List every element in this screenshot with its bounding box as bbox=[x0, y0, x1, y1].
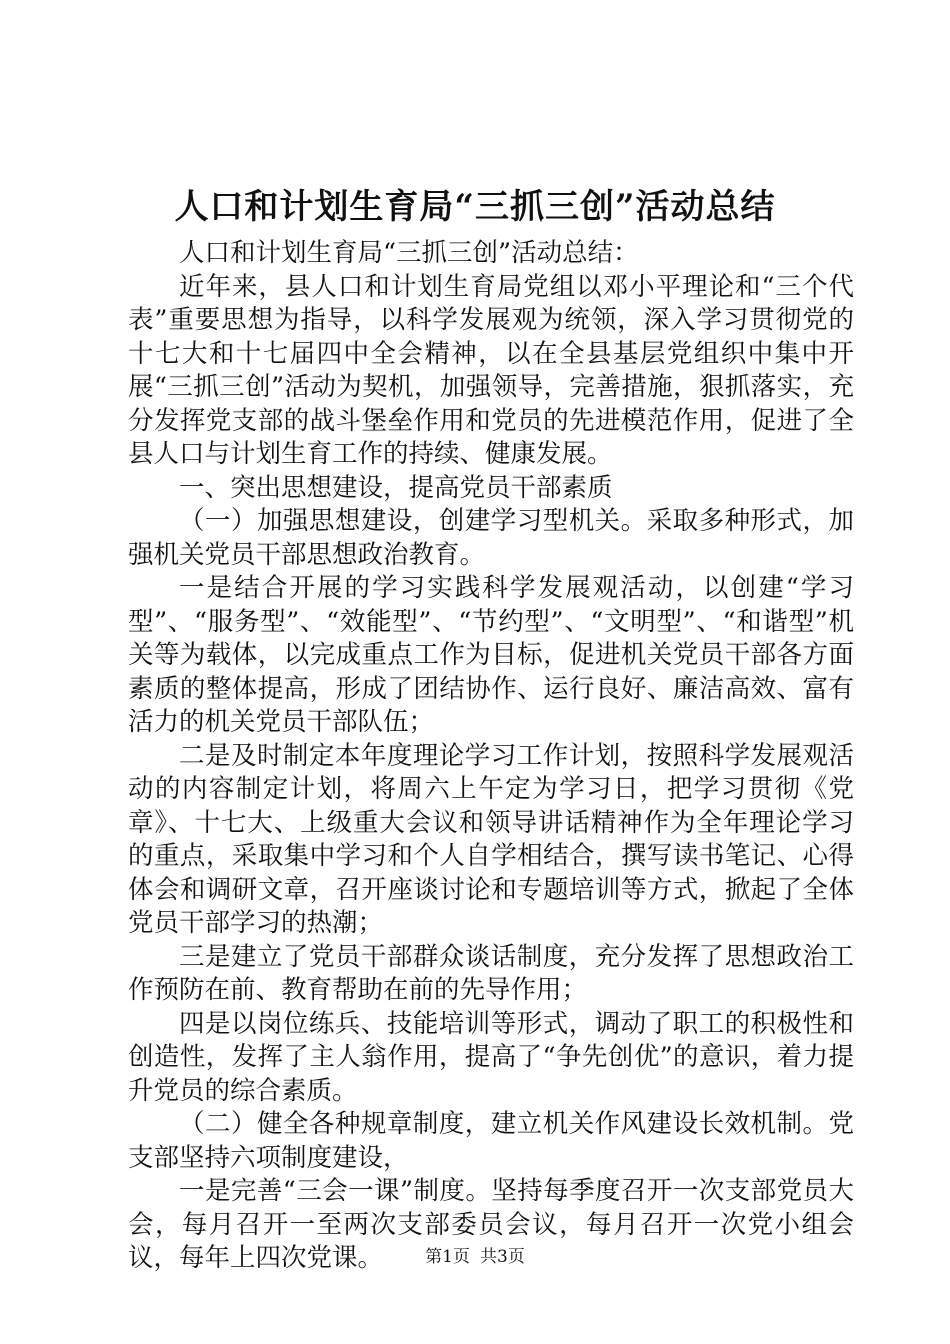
paragraph-item-2: 二是及时制定本年度理论学习工作计划，按照科学发展观活动的内容制定计划，将周六上午定为学习日，把学习贯彻《党章》、十七大、上级重大会议和领导讲话精神作为全年理论学习的重点，采取集中学习和个人自学相结合，撰写读书笔记、心得体会和调研文章，召开座谈讨论和专题培训等方式，掀起了全体党员干部学习的热潮； bbox=[128, 740, 854, 938]
subsection-heading-1: （一）加强思想建设，创建学习型机关。采取多种形式，加强机关党员干部思想政治教育。 bbox=[128, 506, 854, 570]
page-number: 第1页 bbox=[425, 1247, 470, 1267]
paragraph-item-3: 三是建立了党员干部群众谈话制度，充分发挥了思想政治工作预防在前、教育帮助在前的先导作用； bbox=[128, 941, 854, 1005]
document-title: 人口和计划生育局“三抓三创”活动总结 bbox=[174, 187, 776, 227]
paragraph-item-4: 四是以岗位练兵、技能培训等形式，调动了职工的积极性和创造性，发挥了主人翁作用，提高了“争先创优”的意识，着力提升党员的综合素质。 bbox=[128, 1008, 854, 1106]
subsection-heading-2: （二）健全各种规章制度，建立机关作风建设长效机制。党支部坚持六项制度建设， bbox=[128, 1109, 854, 1173]
section-heading-1: 一、突出思想建设，提高党员干部素质 bbox=[179, 472, 613, 503]
paragraph-intro: 人口和计划生育局“三抓三创”活动总结： bbox=[179, 238, 639, 268]
paragraph-item-5: 一是完善“三会一课”制度。坚持每季度召开一次支部党员大会，每月召开一至两次支部委员会议，每月召开一次党小组会议，每年上四次党课。 bbox=[128, 1176, 854, 1273]
paragraph-overview: 近年来，县人口和计划生育局党组以邓小平理论和“三个代表”重要思想为指导，以科学发展观为统领，深入学习贯彻党的十七大和十七届四中全会精神，以在全县基层党组织中集中开展“三抓三创”活动为契机，加强领导，完善措施，狠抓落实，充分发挥党支部的战斗堡垒作用和党员的先进模范作用，促进了全县人口与计划生育工作的持续、健康发展。 bbox=[128, 271, 854, 469]
document-body bbox=[128, 237, 854, 1276]
page-footer bbox=[0, 1246, 950, 1268]
paragraph-item-1: 一是结合开展的学习实践科学发展观活动，以创建“学习型”、“服务型”、“效能型”、“节约型”、“文明型”、“和谐型”机关等为载体，以完成重点工作为目标，促进机关党员干部各方面素质的整体提高，形成了团结协作、运行良好、廉洁高效、富有活力的机关党员干部队伍； bbox=[128, 573, 854, 737]
page-total: 共3页 bbox=[480, 1247, 525, 1267]
